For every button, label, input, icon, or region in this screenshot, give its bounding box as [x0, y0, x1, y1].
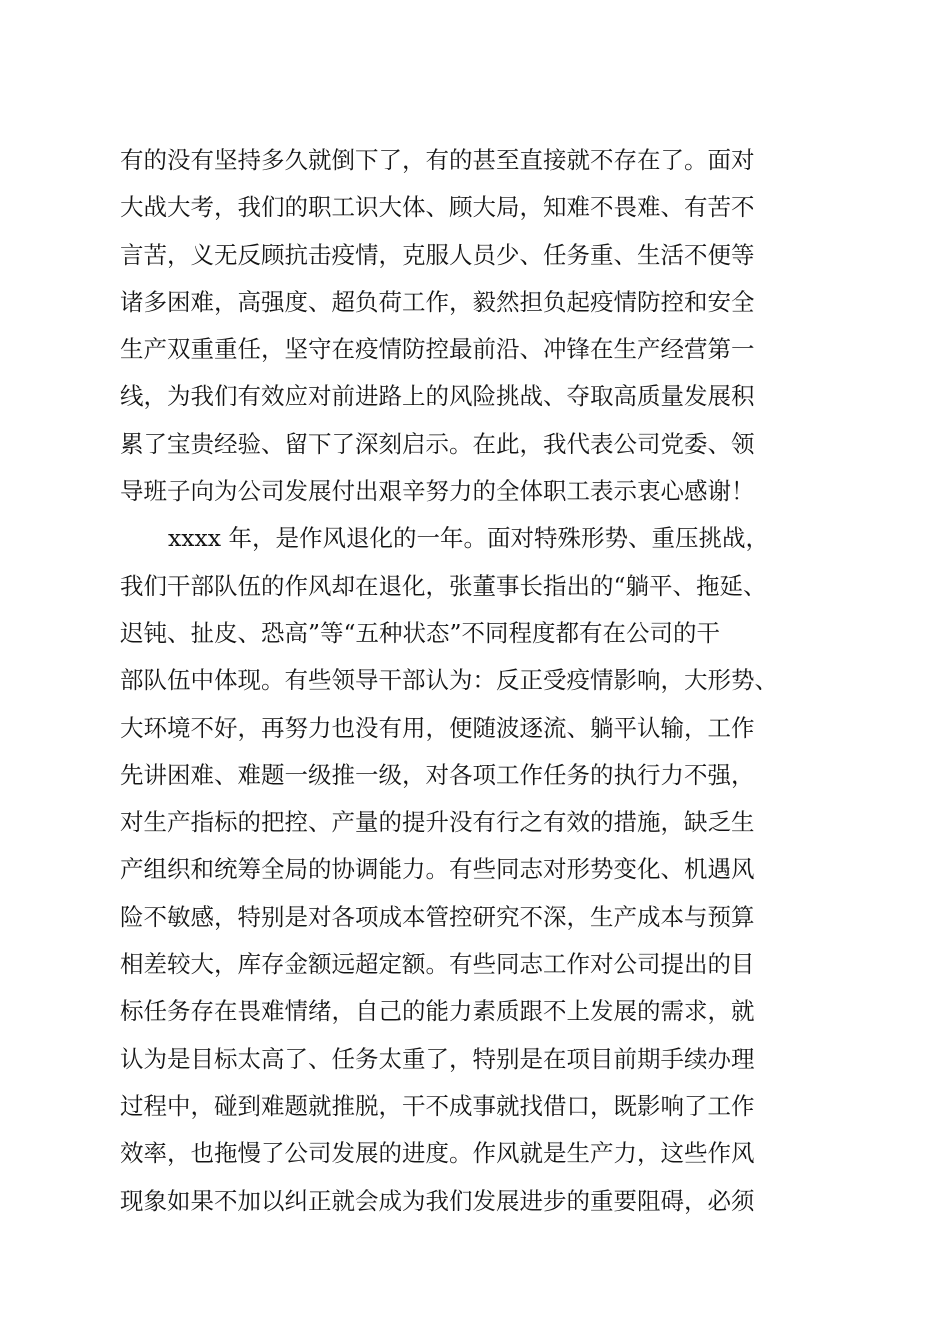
text-line: 大环境不好，再努力也没有用，便随波逐流、躺平认输，工作 — [120, 713, 755, 742]
text-line: 现象如果不加以纠正就会成为我们发展进步的重要阻碍，必须 — [120, 1186, 755, 1215]
text-line: 险不敏感，特别是对各项成本管控研究不深，生产成本与预算 — [120, 902, 755, 931]
text-line: 先讲困难、难题一级推一级，对各项工作任务的执行力不强， — [120, 760, 755, 789]
text-line: 迟钝、扯皮、恐高”等“五种状态”不同程度都有在公司的干 — [120, 618, 721, 647]
text-line: 生产双重重任，坚守在疫情防控最前沿、冲锋在生产经营第一 — [120, 335, 755, 364]
text-line: 我们干部队伍的作风却在退化，张董事长指出的“躺平、拖延、 — [120, 571, 767, 600]
text-line: 言苦，义无反顾抗击疫情，克服人员少、任务重、生活不便等 — [120, 240, 755, 269]
text-line: 线，为我们有效应对前进路上的风险挑战、夺取高质量发展积 — [120, 382, 755, 411]
text-line: 累了宝贵经验、留下了深刻启示。在此，我代表公司党委、领 — [120, 429, 755, 458]
text-line: 导班子向为公司发展付出艰辛努力的全体职工表示衷心感谢！ — [120, 477, 755, 506]
text-line: 效率，也拖慢了公司发展的进度。作风就是生产力，这些作风 — [120, 1139, 755, 1168]
paragraph-start-line: xxxx 年，是作风退化的一年。面对特殊形势、重压挑战， — [168, 524, 769, 553]
text-line: 标任务存在畏难情绪，自己的能力素质跟不上发展的需求，就 — [120, 997, 755, 1026]
text-line: 认为是目标太高了、任务太重了，特别是在项目前期手续办理 — [120, 1044, 755, 1073]
text-line: 产组织和统筹全局的协调能力。有些同志对形势变化、机遇风 — [120, 855, 755, 884]
body-text — [120, 137, 832, 1225]
text-line: 诸多困难，高强度、超负荷工作，毅然担负起疫情防控和安全 — [120, 287, 755, 316]
text-line: 有的没有坚持多久就倒下了，有的甚至直接就不存在了。面对 — [120, 146, 755, 174]
text-line: 过程中，碰到难题就推脱，干不成事就找借口，既影响了工作 — [120, 1091, 755, 1120]
text-line: 相差较大，库存金额远超定额。有些同志工作对公司提出的目 — [120, 950, 755, 979]
text-line: 部队伍中体现。有些领导干部认为：反正受疫情影响，大形势、 — [120, 666, 778, 695]
text-line: 对生产指标的把控、产量的提升没有行之有效的措施，缺乏生 — [120, 808, 755, 837]
text-line: 大战大考，我们的职工识大体、顾大局，知难不畏难、有苦不 — [120, 193, 755, 222]
